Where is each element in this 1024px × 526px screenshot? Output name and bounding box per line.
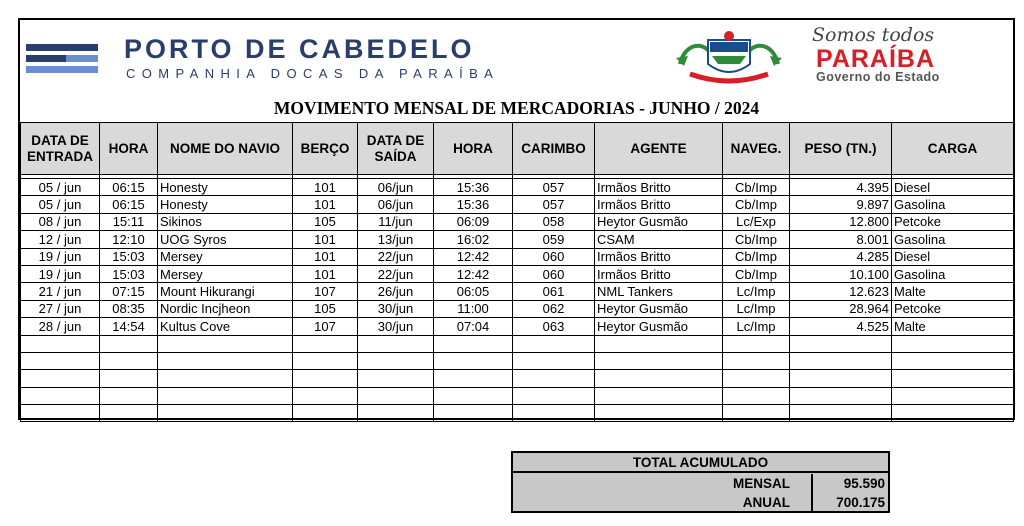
cell-time-in: 12:10: [100, 231, 158, 248]
cell-time-in: 08:35: [100, 300, 158, 317]
cell-stamp: 063: [513, 318, 595, 335]
cargo-movement-table: [20, 122, 1014, 422]
column-header-line2: SAÍDA: [374, 148, 417, 164]
cell-time-in: 15:11: [100, 213, 158, 230]
state-crest-icon: [670, 28, 788, 86]
cell-cargo: [892, 352, 1014, 369]
cell-stamp: 060: [513, 265, 595, 282]
cell-navigation: Cb/Imp: [723, 248, 790, 265]
cell-navigation: Lc/Exp: [723, 213, 790, 230]
totals-monthly-row: [513, 474, 888, 493]
cell-time-in: 06:15: [100, 196, 158, 213]
cell-navigation: Lc/Imp: [723, 300, 790, 317]
column-header-cargo: [892, 123, 1014, 175]
cell-time-out: 15:36: [434, 196, 513, 213]
cell-berth: 107: [293, 318, 358, 335]
cell-berth: 101: [293, 265, 358, 282]
cell-berth: [293, 335, 358, 352]
cell-stamp: 058: [513, 213, 595, 230]
cell-cargo: [892, 370, 1014, 387]
cell-time-out: [434, 387, 513, 404]
cell-berth: 105: [293, 213, 358, 230]
cell-time-in: 14:54: [100, 318, 158, 335]
cell-cargo: Gasolina: [892, 231, 1014, 248]
column-header-line1: HORA: [453, 140, 493, 156]
cell-vessel-name: Honesty: [158, 196, 293, 213]
column-header-time-in: [100, 123, 158, 175]
cell-date-out: 30/jun: [358, 300, 434, 317]
cell-date-out: [358, 387, 434, 404]
cell-weight: 12.800: [790, 213, 892, 230]
cell-cargo: Petcoke: [892, 213, 1014, 230]
annual-value: 700.175: [836, 495, 885, 510]
cell-navigation: Cb/Imp: [723, 265, 790, 282]
cell-date-in: [21, 405, 100, 422]
cell-time-in: [100, 405, 158, 422]
cell-agent: CSAM: [595, 231, 723, 248]
cell-cargo: [892, 387, 1014, 404]
cell-time-out: 12:42: [434, 248, 513, 265]
cell-time-out: 06:05: [434, 283, 513, 300]
state-slogan: Somos todos: [812, 24, 935, 46]
cell-stamp: [513, 352, 595, 369]
cell-vessel-name: [158, 352, 293, 369]
column-header-line1: AGENTE: [630, 140, 687, 156]
column-header-agent: [595, 123, 723, 175]
cell-weight: [790, 405, 892, 422]
column-header-line1: BERÇO: [300, 140, 350, 156]
cell-agent: [595, 405, 723, 422]
cell-time-in: 15:03: [100, 248, 158, 265]
cell-cargo: Gasolina: [892, 196, 1014, 213]
cell-navigation: Cb/Imp: [723, 179, 790, 196]
cell-agent: [595, 352, 723, 369]
cell-agent: Irmãos Britto: [595, 196, 723, 213]
totals-annual-row: [513, 493, 888, 512]
cell-cargo: Gasolina: [892, 265, 1014, 282]
cell-stamp: 062: [513, 300, 595, 317]
cell-date-in: 05 / jun: [21, 179, 100, 196]
totals-heading: TOTAL ACUMULADO: [513, 453, 888, 473]
cell-berth: [293, 370, 358, 387]
column-header-weight: [790, 123, 892, 175]
column-header-vessel-name: [158, 123, 293, 175]
column-header-line2: ENTRADA: [27, 148, 93, 164]
cell-date-in: [21, 335, 100, 352]
column-header-date-in: [21, 123, 100, 175]
cell-berth: [293, 387, 358, 404]
cell-cargo: Diesel: [892, 179, 1014, 196]
table-row: [21, 283, 1014, 300]
column-header-line1: NAVEG.: [730, 140, 782, 156]
cell-vessel-name: Kultus Cove: [158, 318, 293, 335]
cell-cargo: Diesel: [892, 248, 1014, 265]
cell-date-in: 28 / jun: [21, 318, 100, 335]
totals-box: [511, 451, 890, 513]
cell-berth: 101: [293, 196, 358, 213]
column-header-time-out: [434, 123, 513, 175]
cell-agent: [595, 387, 723, 404]
cell-agent: NML Tankers: [595, 283, 723, 300]
cell-date-out: 06/jun: [358, 196, 434, 213]
cell-vessel-name: Nordic Incjheon: [158, 300, 293, 317]
table-row: [21, 352, 1014, 369]
cell-date-in: [21, 370, 100, 387]
cell-stamp: 060: [513, 248, 595, 265]
cell-navigation: [723, 352, 790, 369]
state-government: Governo do Estado: [816, 70, 940, 84]
report-header: [20, 20, 1013, 122]
cell-weight: 4.525: [790, 318, 892, 335]
column-header-stamp: [513, 123, 595, 175]
cell-date-out: [358, 405, 434, 422]
cell-agent: Irmãos Britto: [595, 265, 723, 282]
brand-subtitle: COMPANHIA DOCAS DA PARAÍBA: [126, 66, 500, 81]
cell-weight: [790, 352, 892, 369]
cell-date-out: 22/jun: [358, 265, 434, 282]
cell-vessel-name: [158, 370, 293, 387]
cell-navigation: Cb/Imp: [723, 196, 790, 213]
cell-time-in: [100, 335, 158, 352]
cell-weight: 4.395: [790, 179, 892, 196]
cell-berth: 101: [293, 231, 358, 248]
cell-date-in: 19 / jun: [21, 265, 100, 282]
cell-vessel-name: UOG Syros: [158, 231, 293, 248]
cell-weight: 4.285: [790, 248, 892, 265]
document-title: MOVIMENTO MENSAL DE MERCADORIAS - JUNHO / 2024: [273, 98, 760, 118]
table-row: [21, 370, 1014, 387]
cell-cargo: [892, 335, 1014, 352]
column-header-line1: CARIMBO: [521, 140, 586, 156]
cell-agent: [595, 335, 723, 352]
cell-date-in: [21, 352, 100, 369]
cell-time-out: [434, 370, 513, 387]
cell-stamp: 057: [513, 179, 595, 196]
cell-date-out: 13/jun: [358, 231, 434, 248]
cell-stamp: 061: [513, 283, 595, 300]
column-header-line1: DATA DE: [366, 132, 425, 148]
table-row: [21, 300, 1014, 317]
cell-date-in: 21 / jun: [21, 283, 100, 300]
table-row: [21, 196, 1014, 213]
cell-weight: 28.964: [790, 300, 892, 317]
table-row: [21, 213, 1014, 230]
cell-weight: 9.897: [790, 196, 892, 213]
cell-time-out: [434, 405, 513, 422]
table-row: [21, 265, 1014, 282]
cell-date-in: 19 / jun: [21, 248, 100, 265]
cell-vessel-name: [158, 335, 293, 352]
cell-date-out: 22/jun: [358, 248, 434, 265]
column-header-line1: NOME DO NAVIO: [169, 140, 280, 156]
cell-vessel-name: Honesty: [158, 179, 293, 196]
monthly-value: 95.590: [843, 476, 885, 491]
cell-navigation: Lc/Imp: [723, 318, 790, 335]
cell-agent: Irmãos Britto: [595, 248, 723, 265]
column-header-line1: CARGA: [927, 140, 978, 156]
cell-time-out: 06:09: [434, 213, 513, 230]
table-row: [21, 179, 1014, 196]
column-header-line1: HORA: [108, 140, 149, 156]
cell-berth: [293, 352, 358, 369]
column-header-navigation: [723, 123, 790, 175]
cell-time-in: 07:15: [100, 283, 158, 300]
cell-stamp: [513, 387, 595, 404]
column-header-date-out: [358, 123, 434, 175]
cell-time-out: 16:02: [434, 231, 513, 248]
cell-time-out: 11:00: [434, 300, 513, 317]
cell-berth: [293, 405, 358, 422]
cell-agent: Irmãos Britto: [595, 179, 723, 196]
table-row: [21, 248, 1014, 265]
cell-time-in: [100, 387, 158, 404]
table-row: [21, 318, 1014, 335]
cell-time-in: 15:03: [100, 265, 158, 282]
cell-weight: [790, 387, 892, 404]
porto-logo-icon: [26, 40, 98, 80]
cell-stamp: [513, 335, 595, 352]
cell-agent: Heytor Gusmão: [595, 213, 723, 230]
cell-time-out: 15:36: [434, 179, 513, 196]
cell-date-out: 26/jun: [358, 283, 434, 300]
monthly-label: MENSAL: [733, 476, 790, 491]
cell-date-in: 05 / jun: [21, 196, 100, 213]
cell-time-out: 12:42: [434, 265, 513, 282]
cell-weight: 12.623: [790, 283, 892, 300]
cell-date-out: 11/jun: [358, 213, 434, 230]
cell-time-in: 06:15: [100, 179, 158, 196]
cell-vessel-name: Sikinos: [158, 213, 293, 230]
table-header-row: [21, 123, 1014, 175]
cell-time-in: [100, 370, 158, 387]
cell-weight: 8.001: [790, 231, 892, 248]
cell-weight: [790, 370, 892, 387]
cell-stamp: 059: [513, 231, 595, 248]
cell-vessel-name: [158, 387, 293, 404]
column-header-line1: PESO (TN.): [804, 140, 877, 156]
cell-vessel-name: Mount Hikurangi: [158, 283, 293, 300]
cell-date-in: 27 / jun: [21, 300, 100, 317]
cell-time-in: [100, 352, 158, 369]
table-body: [21, 175, 1014, 422]
cell-navigation: Cb/Imp: [723, 231, 790, 248]
cell-cargo: Malte: [892, 283, 1014, 300]
table-row: [21, 387, 1014, 404]
cell-time-out: 07:04: [434, 318, 513, 335]
cell-weight: [790, 335, 892, 352]
cell-berth: 101: [293, 179, 358, 196]
table-row: [21, 231, 1014, 248]
state-name: PARAÍBA: [816, 45, 936, 73]
column-header-line1: DATA DE: [31, 132, 89, 148]
cell-agent: Heytor Gusmão: [595, 300, 723, 317]
report-frame: [18, 18, 1015, 420]
cell-stamp: [513, 370, 595, 387]
cell-date-out: [358, 352, 434, 369]
annual-label: ANUAL: [742, 495, 790, 510]
cell-navigation: [723, 405, 790, 422]
cell-agent: [595, 370, 723, 387]
cell-time-out: [434, 352, 513, 369]
cell-agent: Heytor Gusmão: [595, 318, 723, 335]
cell-berth: 101: [293, 248, 358, 265]
cell-cargo: Malte: [892, 318, 1014, 335]
cell-vessel-name: Mersey: [158, 248, 293, 265]
cell-stamp: 057: [513, 196, 595, 213]
cell-vessel-name: [158, 405, 293, 422]
cell-navigation: Lc/Imp: [723, 283, 790, 300]
cell-navigation: [723, 335, 790, 352]
cell-navigation: [723, 387, 790, 404]
cell-navigation: [723, 370, 790, 387]
brand-title: PORTO DE CABEDELO: [124, 34, 475, 64]
cell-berth: 105: [293, 300, 358, 317]
cell-date-out: 30/jun: [358, 318, 434, 335]
cell-vessel-name: Mersey: [158, 265, 293, 282]
cell-date-in: [21, 387, 100, 404]
cell-date-in: 12 / jun: [21, 231, 100, 248]
cell-weight: 10.100: [790, 265, 892, 282]
cell-time-out: [434, 335, 513, 352]
cell-date-in: 08 / jun: [21, 213, 100, 230]
cell-cargo: [892, 405, 1014, 422]
cell-date-out: [358, 335, 434, 352]
cell-date-out: 06/jun: [358, 179, 434, 196]
cell-date-out: [358, 370, 434, 387]
cell-cargo: Petcoke: [892, 300, 1014, 317]
column-header-berth: [293, 123, 358, 175]
table-row: [21, 405, 1014, 422]
cell-berth: 107: [293, 283, 358, 300]
cell-stamp: [513, 405, 595, 422]
table-header: [21, 123, 1014, 175]
table-row: [21, 335, 1014, 352]
